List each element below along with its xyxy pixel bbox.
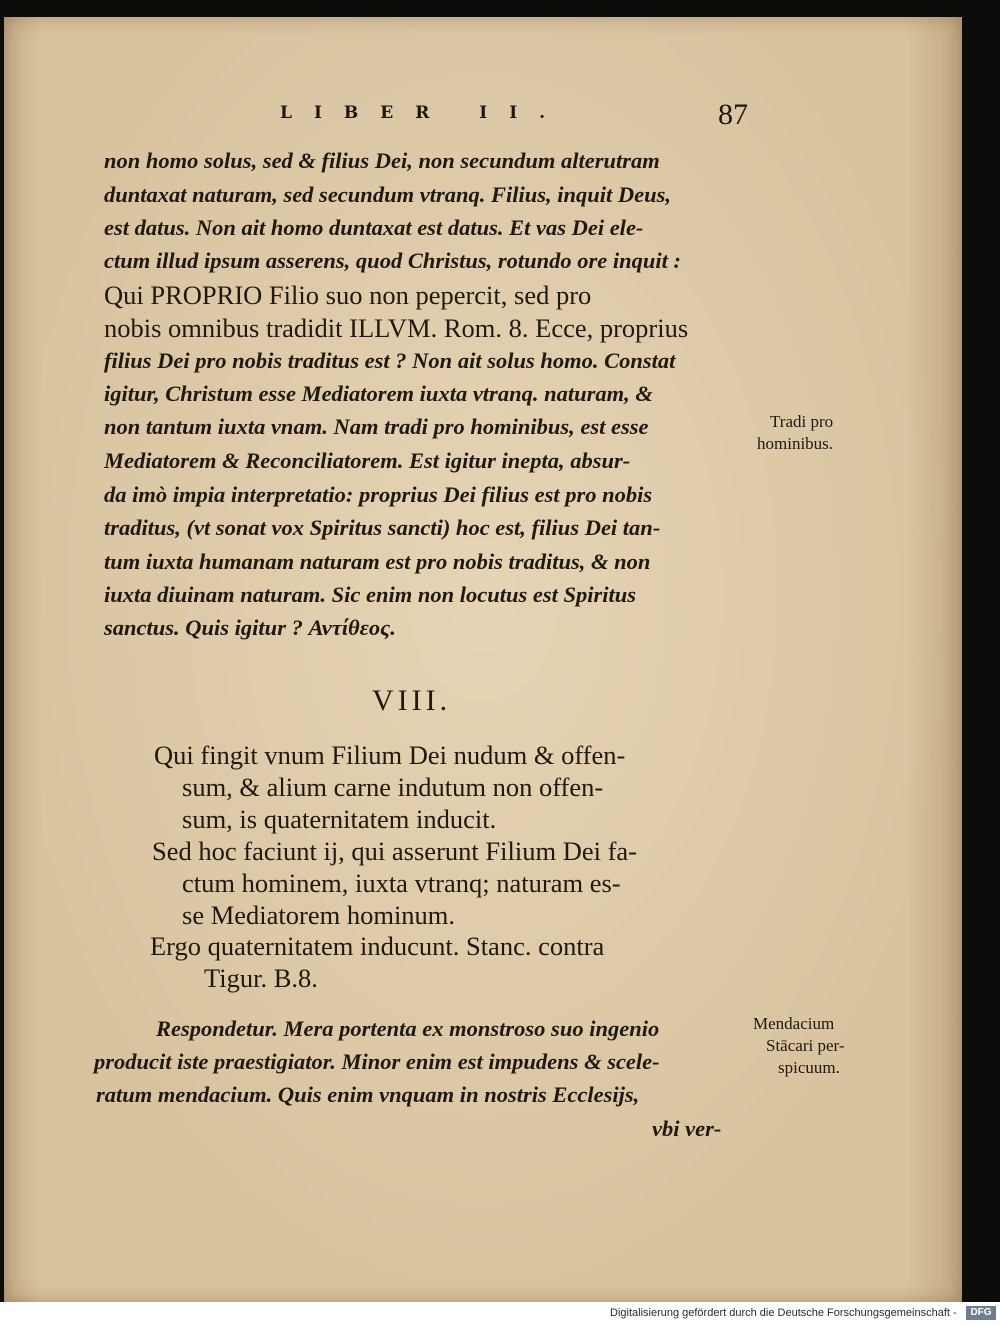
text-line: duntaxat naturam, sed secundum vtranq. Filius, inquit Deus, [104,182,672,207]
text-line: Mediatorem & Reconciliatorem. Est igitur inepta, absur- [104,448,631,473]
page-number: 87 [718,98,748,131]
marginal-note-line: Stācari per- [766,1036,845,1055]
marginal-note-line: Tradi pro [770,412,834,431]
marginal-note-line: Mendacium [753,1014,835,1033]
text-line: da imò impia interpretatio: proprius Dei filius est pro nobis [104,482,653,507]
text-line: ctum illud ipsum asserens, quod Christus, rotundo ore inquit : [104,248,682,273]
text-line: iuxta diuinam naturam. Sic enim non locutus est Spiritus [104,582,637,607]
digitization-credit: Digitalisierung gefördert durch die Deutsche Forschungsgemeinschaft - [610,1307,957,1319]
text-line: non homo solus, sed & filius Dei, non secundum alterutram [104,148,660,173]
proposition-line: Qui fingit vnum Filium Dei nudum & offen- [154,740,626,770]
catchword: vbi ver- [652,1116,722,1141]
section-heading: VIII. [372,684,452,717]
text-line: tum iuxta humanam naturam est pro nobis traditus, & non [104,549,651,574]
text-line: Qui PROPRIO Filio suo non pepercit, sed pro [104,280,592,310]
text-line: traditus, (vt sonat vox Spiritus sancti) hoc est, filius Dei tan- [104,515,661,540]
proposition-line: ctum hominem, iuxta vtranq; naturam es- [182,868,621,898]
proposition-line: Sed hoc faciunt ij, qui asserunt Filium Dei fa- [152,836,637,866]
text-line: ratum mendacium. Quis enim vnquam in nostris Ecclesijs, [96,1082,640,1107]
marginal-note-line: hominibus. [757,434,834,453]
text-line: nobis omnibus tradidit ILLVM. Rom. 8. Ecce, proprius [104,313,689,343]
proposition-line: se Mediatorem hominum. [182,900,456,930]
text-line: non tantum iuxta vnam. Nam tradi pro hominibus, est esse [104,414,649,439]
proposition-line: Tigur. B.8. [204,963,318,993]
proposition-line: sum, & alium carne indutum non offen- [182,772,604,802]
text-line: est datus. Non ait homo duntaxat est datus. Et vas Dei ele- [104,215,644,240]
proposition-line: sum, is quaternitatem inducit. [182,804,497,834]
text-line: filius Dei pro nobis traditus est ? Non ait solus homo. Constat [104,348,676,373]
text-line: sanctus. Quis igitur ? Αντίθεος. [104,615,396,640]
text-line: producit iste praestigiator. Minor enim est impudens & scele- [94,1049,660,1074]
text-line: Respondetur. Mera portenta ex monstroso suo ingenio [156,1016,660,1041]
marginal-note-line: spicuum. [778,1058,840,1077]
dfg-logo: DFG [966,1306,996,1320]
proposition-line: Ergo quaternitatem inducunt. Stanc. contra [150,931,605,961]
text-line: igitur, Christum esse Mediatorem iuxta vtranq. naturam, & [104,381,653,406]
running-head: LIBER II. [280,103,568,123]
